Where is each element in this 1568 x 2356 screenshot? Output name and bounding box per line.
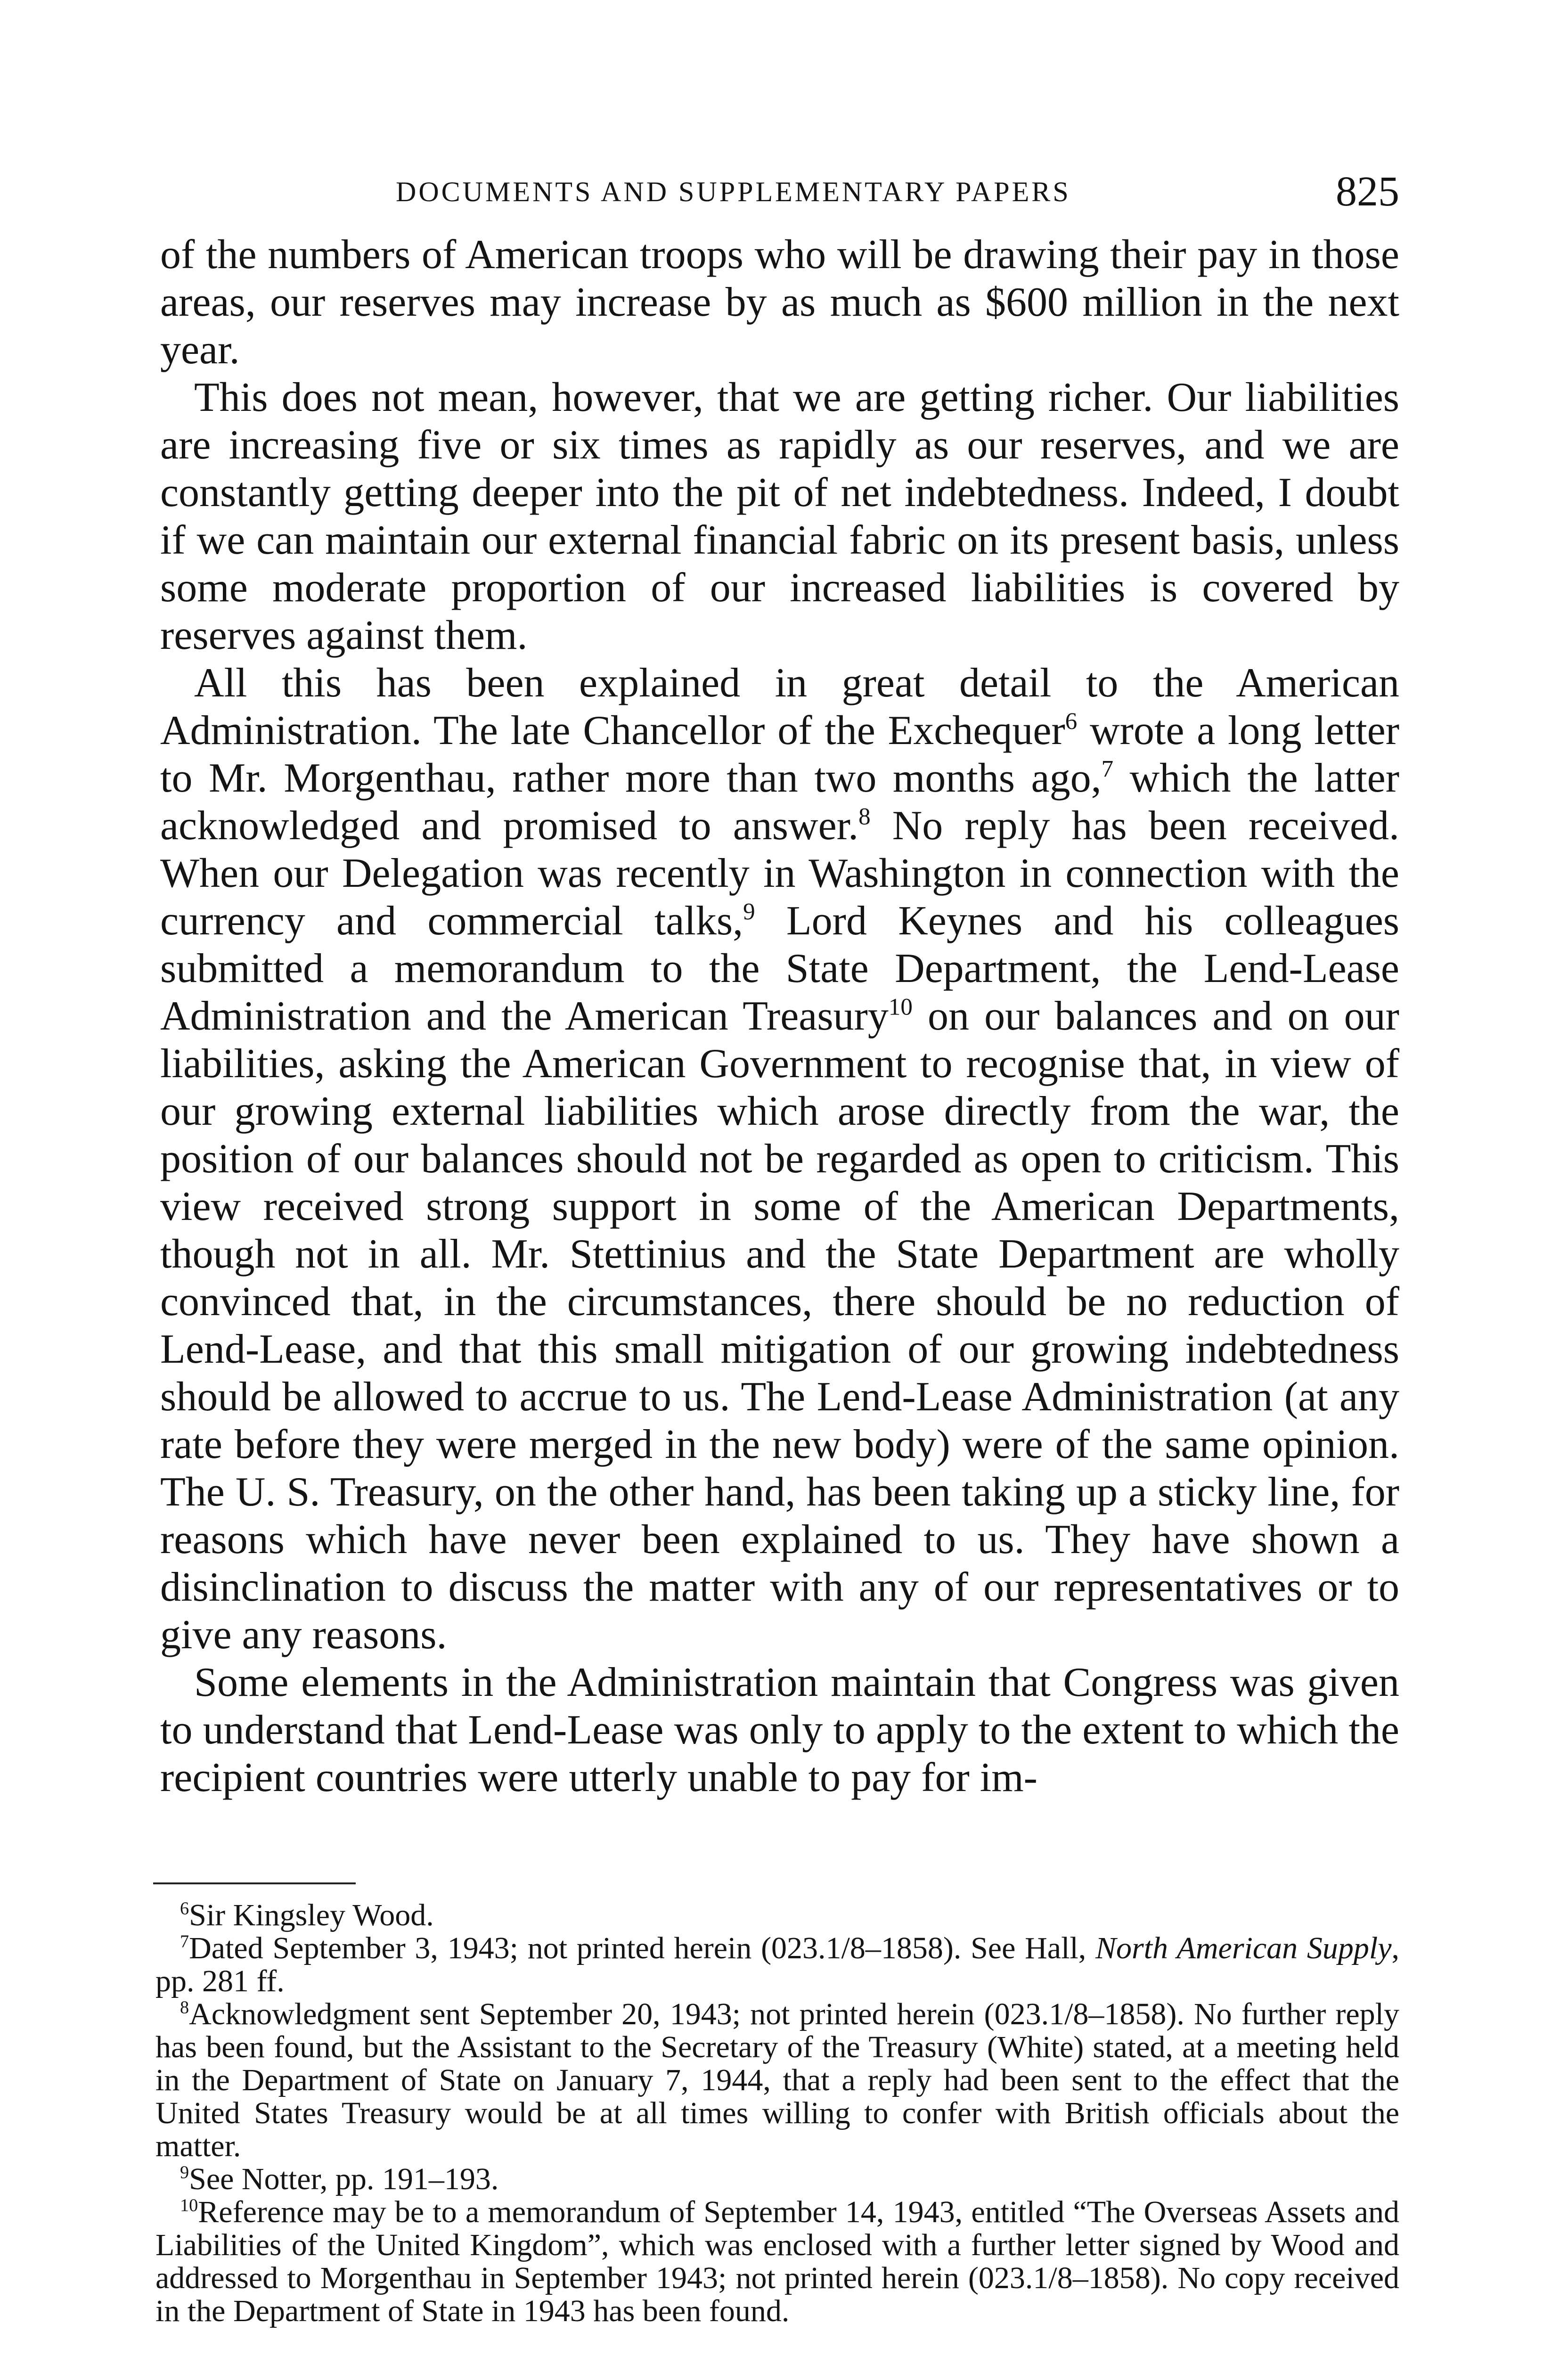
paragraph-4: Some elements in the Administration maintain that Congress was given to understand that Lend-Lease was only to apply to the extent to which the recipient countries were utterly unable to pay for im- bbox=[160, 1660, 1399, 1800]
footnote-8 bbox=[155, 1998, 1399, 2163]
footnote-number: 10 bbox=[180, 2195, 198, 2216]
paragraph-2: This does not mean, however, that we are getting richer. Our liabilities are increasing five or six times as rapidly as our reserves, and we are constantly getting deeper into the pit of net indebtedness. Indeed, I doubt if we can maintain our external financial fabric on its present basis, unless some moderate proportion of our increased liabilities is covered by reserves against them. bbox=[160, 375, 1399, 658]
footnote-text-tail: , pp. 281 ff. bbox=[155, 1931, 1399, 1998]
footnote-6 bbox=[155, 1899, 1399, 1932]
paragraph-3-text-b: wrote a long letter to Mr. Morgenthau, rather more than two months ago, bbox=[160, 708, 1400, 801]
paragraph-3-text-f: on our balances and on our liabilities, asking the American Government to recognise that, in view of our growing external liabilities which arose directly from the war, the position of our balances should not be regarded as open to criticism. This view received strong support in some of the American Departments, though not in all. Mr. Stettinius and the State Department are wholly convinced that, in the circumstances, there should be no reduction of Lend-Lease, and that this small mitigation of our growing indebtedness should be allowed to accrue to us. The Lend-Lease Administration (at any rate before they were merged in the new body) were of the same opinion. The U. S. Treasury, on the other hand, has been taking up a sticky line, for reasons which have never been explained to us. They have shown a disinclination to discuss the matter with any of our representatives or to give any reasons. bbox=[160, 993, 1399, 1658]
footnote-7 bbox=[155, 1932, 1399, 1998]
footnote-citation-title: North American Supply bbox=[1095, 1931, 1392, 1965]
body-text bbox=[160, 231, 1399, 1801]
footnote-text: See Notter, pp. 191–193. bbox=[189, 2162, 499, 2196]
paragraph-3-text-d: No reply has been received. When our Delegation was recently in Washington in connection with the currency and commercial talks, bbox=[160, 803, 1399, 944]
paragraph-1: of the numbers of American troops who will be drawing their pay in those areas, our reserves may increase by as much as $600 million in the next year. bbox=[160, 232, 1399, 373]
footnotes bbox=[155, 1899, 1399, 2328]
footnote-rule bbox=[153, 1882, 356, 1884]
paragraph-3-text-a: All this has been explained in great detail to the American Administration. The late Chancellor of the Exchequer bbox=[160, 660, 1399, 753]
footnote-text: Sir Kingsley Wood. bbox=[189, 1898, 434, 1932]
page-header bbox=[163, 167, 1399, 219]
footnote-number: 9 bbox=[180, 2162, 189, 2183]
footnote-9 bbox=[155, 2163, 1399, 2196]
footnote-ref-10: 10 bbox=[888, 994, 913, 1021]
footnote-number: 7 bbox=[180, 1931, 189, 1952]
running-head: DOCUMENTS AND SUPPLEMENTARY PAPERS bbox=[396, 176, 1071, 207]
footnote-ref-9: 9 bbox=[743, 899, 755, 925]
footnote-text: Reference may be to a memorandum of September 14, 1943, entitled “The Overseas Assets and Liabilities of the United Kingdom”, which was enclosed with a further letter signed by Wood and addressed to Morgenthau in September 1943; not printed herein (023.1/8–1858). No copy received in the Department of State in 1943 has been found. bbox=[155, 2195, 1399, 2328]
footnote-ref-8: 8 bbox=[858, 803, 871, 830]
page-number: 825 bbox=[1336, 168, 1399, 215]
footnote-ref-6: 6 bbox=[1065, 708, 1078, 735]
footnote-text: Dated September 3, 1943; not printed herein (023.1/8–1858). See Hall, bbox=[189, 1931, 1095, 1965]
footnote-text: Acknowledgment sent September 20, 1943; not printed herein (023.1/8–1858). No further reply has been found, but the Assistant to the Secretary of the Treasury (White) stated, at a meeting held in the Department of State on January 7, 1944, that a reply had been sent to the effect that the United States Treasury would be at all times willing to confer with British officials about the matter. bbox=[155, 1997, 1399, 2163]
footnote-10 bbox=[155, 2196, 1399, 2328]
paragraph-3-text-c: which the latter acknowledged and promised to answer. bbox=[160, 755, 1400, 849]
footnote-number: 8 bbox=[180, 1997, 189, 2018]
paragraph-3 bbox=[160, 659, 1399, 1659]
footnote-ref-7: 7 bbox=[1101, 756, 1114, 783]
paragraph-3-text-e: Lord Keynes and his colleagues submitted a memorandum to the State Department, the Lend-Lease Administration and the American Treasury bbox=[160, 898, 1400, 1039]
footnote-number: 6 bbox=[180, 1898, 189, 1919]
